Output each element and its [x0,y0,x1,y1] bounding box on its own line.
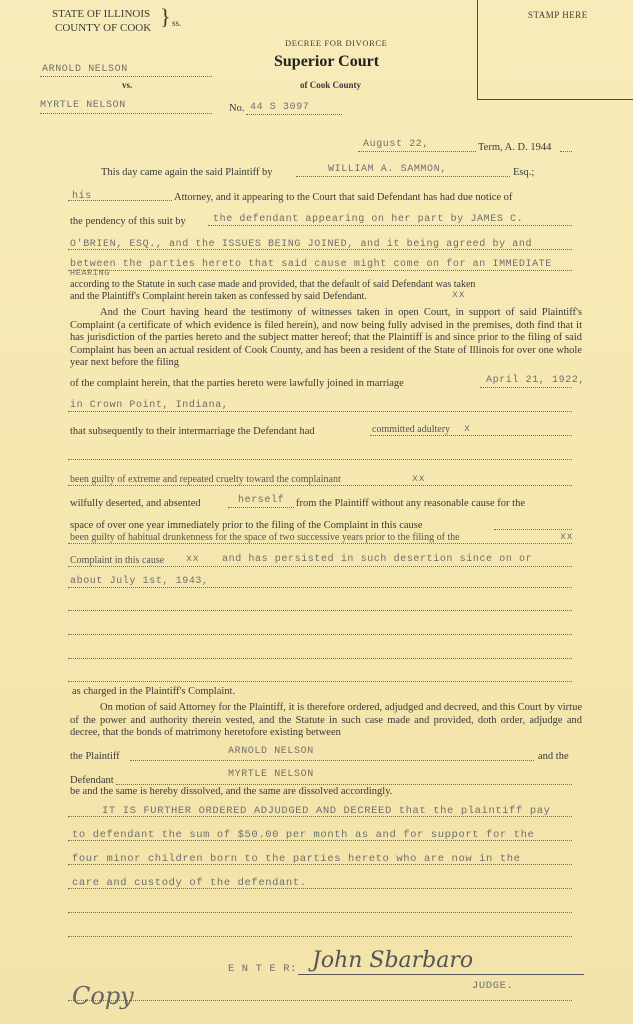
his-typed: his [72,191,92,202]
cruelty-text: been guilty of extreme and repeated cruelty toward the complainant [70,474,341,485]
cruelty-xx: xx [412,474,426,485]
marriage-text: of the complaint herein, that the parties hereto were lawfully joined in marriage [70,378,404,389]
further-order-2: to defendant the sum of $50.00 per month as and for support for the [72,829,535,841]
marriage-line [480,387,572,388]
persisted-line-2 [68,587,572,588]
pendency-text: the pendency of this suit by [70,216,186,227]
statute-xx: xx [452,290,466,301]
adultery-text: committed adultery [372,424,451,435]
county-label: COUNTY OF COOK [55,22,152,34]
herself-typed: herself [238,495,285,506]
further-line-3 [68,864,572,865]
judge-label: JUDGE. [472,980,514,992]
brace: } [160,4,171,29]
term-label: Term, A. D. 1944 [478,142,552,153]
ss-label: ss. [172,18,182,28]
plaintiff-decree-name: ARNOLD NELSON [228,746,314,757]
came-again-text: This day came again the said Plaintiff by [101,167,273,178]
his-line [68,200,172,201]
persisted-typed-2: about July 1st, 1943, [70,576,209,587]
further-order-4: care and custody of the defendant. [72,877,307,889]
defendant-decree-name: MYRTLE NELSON [228,769,314,780]
marriage-date: April 21, 1922, [486,375,586,386]
typed-line-2: O'BRIEN, ESQ., and the ISSUES BEING JOINED, and it being agreed by and [70,239,533,250]
typed-line-3b: HEARING [70,268,110,278]
defendant-decree-line [116,784,572,785]
typed-line-1: the defendant appearing on her part by JAMES C. [213,214,524,225]
herself-line [228,507,294,508]
further-line-4 [68,888,572,889]
term-line [358,151,476,152]
motion-paragraph: On motion of said Attorney for the Plaintiff, it is therefore ordered, adjudged and decreed, and this Court by virtue of the power and authority therein vested, and the Statute in such case made and provided, doth order, adjudge and decree, that the bonds of matrimony heretofore existing between [70,702,582,739]
drunkenness-line [68,543,572,544]
statute-text-2: and the Plaintiff's Complaint herein taken as confessed by said Defendant. [70,291,367,302]
esq-label: Esq.; [513,167,535,178]
decree-title: DECREE FOR DIVORCE [285,38,388,48]
state-label: STATE OF ILLINOIS [52,8,151,20]
blank-line-c [68,634,572,635]
attorney-line [296,176,510,177]
as-charged-text: as charged in the Plaintiff's Complaint. [72,686,236,697]
case-number-line [246,114,342,115]
complaint-cause-text: Complaint in this cause [70,555,165,566]
enter-label: E N T E R: [228,963,298,975]
blank-line-f [68,912,572,913]
judge-signature: John Sbarbaro [312,948,474,973]
further-order-3: four minor children born to the parties hereto who are now in the [72,853,521,865]
deserted-post-text: from the Plaintiff without any reasonable cause for the [296,498,525,509]
plaintiff-name: ARNOLD NELSON [42,64,128,75]
the-plaintiff-label: the Plaintiff [70,751,120,762]
blank-line-3 [68,270,572,271]
attorney-name: WILLIAM A. SAMMON, [328,164,447,175]
defendant-line [40,113,212,114]
court-finding-paragraph: And the Court having heard the testimony of witnesses taken in open Court, in support of said Plaintiff's Complaint (a certificate of which evidence is filed herein), and now being fully advised in the premises, doth find that it has jurisdiction of the parties hereto and the subject matter hereof; that the Plaintiff is and since prior to the filing of said Complaint has been an actual resident of Cook County, and has been a resident of the State of Illinois for over one whole year next before the filing [70,307,582,369]
marriage-place-line [68,411,572,412]
court-county: of Cook County [300,80,362,90]
dissolved-text: be and the same is hereby dissolved, and the same are dissolved accordingly. [70,786,393,797]
further-order-1: IT IS FURTHER ORDERED ADJUDGED AND DECREED that the plaintiff pay [102,805,551,817]
and-the-label: and the [538,751,569,762]
defendant-name: MYRTLE NELSON [40,100,126,111]
marriage-place: in Crown Point, Indiana, [70,400,229,411]
blank-line-d [68,658,572,659]
adultery-x: x [464,424,471,435]
blank-line-b [68,610,572,611]
cruelty-line [68,485,572,486]
statute-text-1: according to the Statute in such case made and provided, that the default of said Defendant was taken [70,279,476,290]
plaintiff-line [40,76,212,77]
space-year-text: space of over one year immediately prior to the filing of the Complaint in this cause [70,520,423,531]
stamp-here-label: STAMP HERE [528,10,588,20]
term-date: August 22, [363,139,430,150]
space-year-line [494,529,572,530]
complaint-xx: xx [186,554,200,565]
blank-line-e [68,681,572,682]
persisted-typed: and has persisted in such desertion since on or [222,554,533,565]
blank-line-a [68,459,572,460]
further-line-1 [68,816,572,817]
blank-line-h [68,1000,572,1001]
drunkenness-text: been guilty of habitual drunkenness for the space of two successive years prior to the filing of the [70,532,460,543]
plaintiff-decree-line [130,760,534,761]
typed-line-3: between the parties hereto that said cause might come on for an IMMEDIATE [70,259,552,270]
case-no-label: No. [229,103,245,114]
attorney-appearing-text: Attorney, and it appearing to the Court that said Defendant has had due notice of [174,192,513,203]
defendant-label: Defendant [70,775,114,786]
deserted-text: wilfully deserted, and absented [70,498,201,509]
term-end-line [560,151,572,152]
subsequently-text: that subsequently to their intermarriage the Defendant had [70,426,315,437]
drunkenness-xx: xx [560,532,574,543]
blank-line-2 [68,249,572,250]
persisted-line [68,566,572,567]
copy-mark: Copy [72,982,134,1010]
blank-line-g [68,936,572,937]
stamp-box [477,0,633,100]
pendency-line [208,225,572,226]
adultery-line [370,435,572,436]
signature-line [298,974,584,975]
court-title: Superior Court [274,53,380,70]
vs-label: vs. [122,80,133,90]
further-line-2 [68,840,572,841]
case-number: 44 S 3097 [250,102,310,113]
